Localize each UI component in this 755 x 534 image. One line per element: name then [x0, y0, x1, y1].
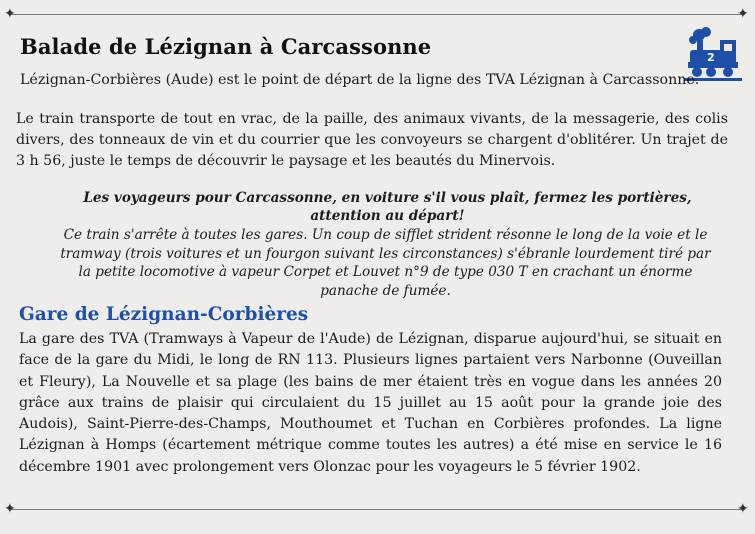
section-title: Gare de Lézignan-Corbières [19, 304, 309, 325]
top-border-line [10, 14, 745, 15]
intro-paragraph: Lézignan-Corbières (Aude) est le point de départ de la ligne des TVA Lézignan à Carcassonne. [20, 72, 700, 88]
corner-star-icon: ✦ [4, 501, 16, 517]
body-paragraph-2: La gare des TVA (Tramways à Vapeur de l'Aude) de Lézignan, disparue aujourd'hui, se situait en face de la gare du Midi, le long de RN 113. Plusieurs lignes partaient vers Narbonne (Ouveillan et Fleury), La Nouvelle et sa plage (les bains de mer étaient très en vogue dans les années 20 grâce aux trains de plaisir qui circulaient du 15 juillet au 15 août pour la grande joie des Audois), Saint-Pierre-des-Champs, Mouthoumet et Tuchan en Corbières profondes. La ligne Lézignan à Homps (écartement métrique comme toutes les autres) a été mise en service le 16 décembre 1901 avec prolongement vers Olonzac pour les voyageurs le 5 février 1902. [19, 331, 722, 475]
page-title: Balade de Lézignan à Carcassonne [20, 34, 432, 59]
bottom-border-line [10, 509, 745, 510]
quote-heading: Les voyageurs pour Carcassonne, en voiture s'il vous plaît, fermez les portières, attention au départ! [83, 190, 692, 224]
corner-star-icon: ✦ [737, 6, 749, 22]
quote-paragraph: Ce train s'arrête à toutes les gares. Un coup de sifflet strident résonne le long de la voie et le tramway (trois voitures et un fourgon suivant les circonstances) s'ébranle lourdement tiré par la petite locomotive à vapeur Corpet et Louvet n°9 de type 030 T en crachant un énorme panache de fumée. [60, 227, 711, 299]
badge-number: 2 [707, 51, 715, 64]
corner-star-icon: ✦ [4, 6, 16, 22]
body-paragraph-1: Le train transporte de tout en vrac, de la paille, des animaux vivants, de la messagerie, des colis divers, des tonneaux de vin et du courrier que les convoyeurs se chargent d'oblitérer. Un trajet de 3 h 56, juste le temps de découvrir le paysage et les beautés du Minervois. [16, 111, 728, 169]
corner-star-icon: ✦ [737, 501, 749, 517]
